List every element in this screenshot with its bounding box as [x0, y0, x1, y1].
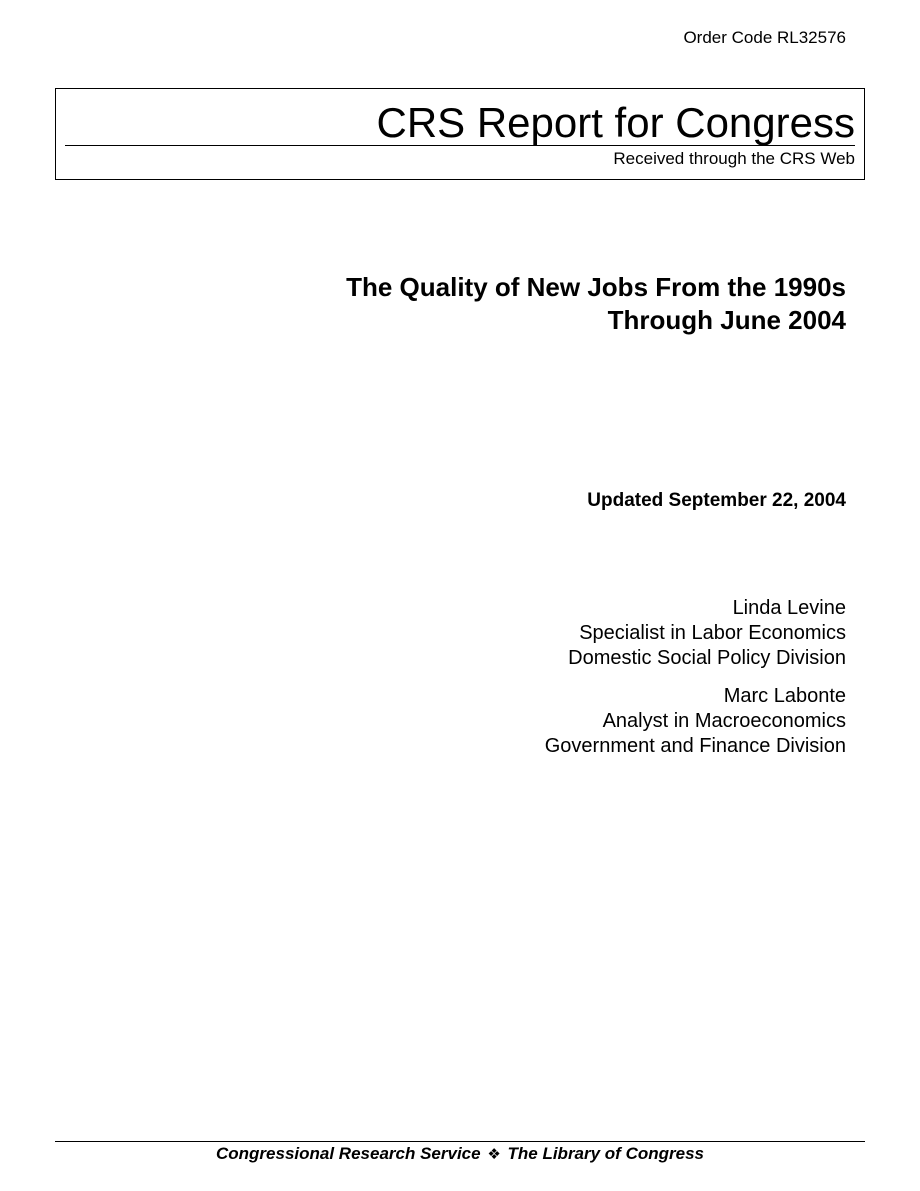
- report-title-line-1: The Quality of New Jobs From the 1990s: [346, 272, 846, 302]
- report-title: [346, 271, 846, 337]
- report-series-subtitle: Received through the CRS Web: [613, 149, 855, 168]
- author-division: Domestic Social Policy Division: [568, 647, 846, 669]
- header-divider: [65, 145, 855, 146]
- author-position: Specialist in Labor Economics: [579, 622, 846, 644]
- footer-divider: [55, 1141, 865, 1142]
- report-title-line-2: Through June 2004: [607, 305, 846, 335]
- updated-date: Updated September 22, 2004: [587, 490, 846, 511]
- report-series-title: CRS Report for Congress: [376, 99, 855, 146]
- author-block: [545, 684, 846, 759]
- footer-publisher: Congressional Research Service: [216, 1144, 481, 1163]
- author-list: [545, 596, 846, 759]
- author-division: Government and Finance Division: [544, 735, 846, 757]
- author-name: Linda Levine: [732, 597, 846, 619]
- order-code: Order Code RL32576: [683, 28, 846, 47]
- diamond-icon: ❖: [487, 1146, 501, 1163]
- author-name: Marc Labonte: [723, 685, 846, 707]
- footer: [55, 1143, 865, 1166]
- report-header-box: [55, 88, 865, 180]
- footer-library: The Library of Congress: [507, 1144, 704, 1163]
- author-block: [545, 596, 846, 671]
- author-position: Analyst in Macroeconomics: [602, 710, 846, 732]
